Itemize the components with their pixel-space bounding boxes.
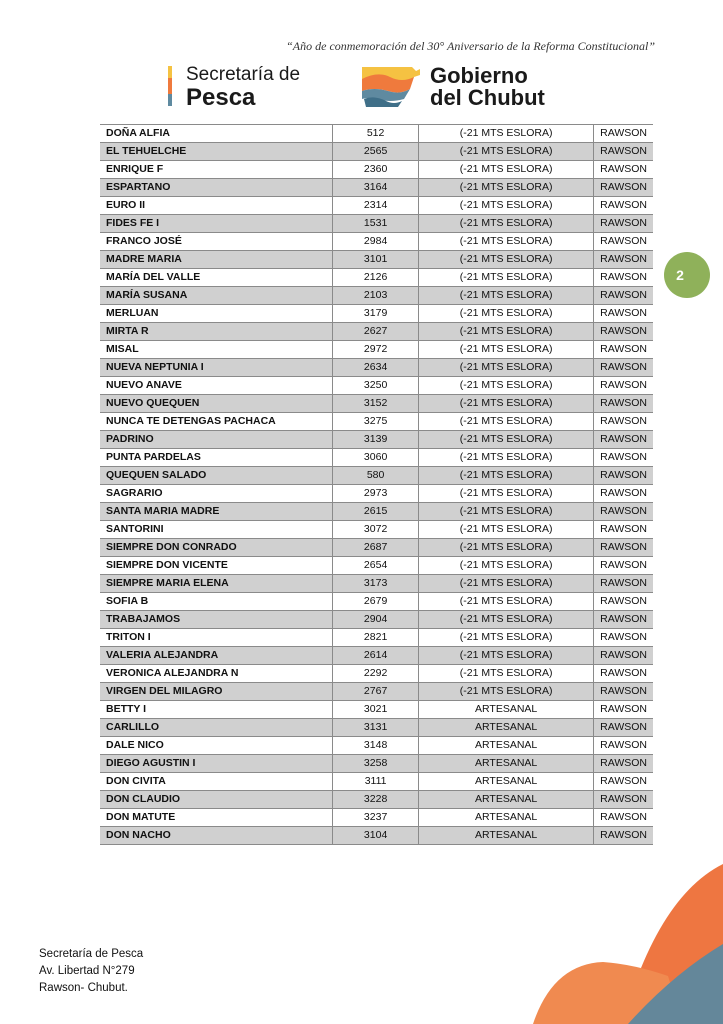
vessel-number: 2679 [333,593,419,611]
logo-gobierno-line1: Gobierno [430,63,528,88]
table-row [100,485,653,503]
vessel-number: 3139 [333,431,419,449]
vessel-type: (-21 MTS ESLORA) [419,575,594,593]
vessel-port: RAWSON [594,557,653,575]
vessel-type: ARTESANAL [419,719,594,737]
vessel-name: MADRE MARIA [100,251,333,269]
table-row [100,557,653,575]
logo-color-bar [168,66,172,106]
table-row [100,125,653,143]
vessel-port: RAWSON [594,161,653,179]
vessel-number: 3179 [333,305,419,323]
vessel-port: RAWSON [594,323,653,341]
vessel-name: MIRTA R [100,323,333,341]
table-row [100,449,653,467]
vessel-name: BETTY I [100,701,333,719]
table-row [100,431,653,449]
vessel-port: RAWSON [594,467,653,485]
table-row [100,629,653,647]
vessel-type: (-21 MTS ESLORA) [419,647,594,665]
vessel-number: 3060 [333,449,419,467]
vessel-number: 580 [333,467,419,485]
vessel-type: (-21 MTS ESLORA) [419,503,594,521]
vessel-number: 2360 [333,161,419,179]
table-row [100,647,653,665]
vessel-type: (-21 MTS ESLORA) [419,215,594,233]
vessel-number: 3131 [333,719,419,737]
vessel-type: ARTESANAL [419,827,594,845]
vessel-number: 2984 [333,233,419,251]
vessel-number: 2904 [333,611,419,629]
vessel-type: (-21 MTS ESLORA) [419,233,594,251]
table-row [100,737,653,755]
vessel-type: ARTESANAL [419,773,594,791]
vessel-type: (-21 MTS ESLORA) [419,323,594,341]
table-row [100,665,653,683]
vessel-port: RAWSON [594,125,653,143]
vessel-number: 2634 [333,359,419,377]
vessel-type: ARTESANAL [419,701,594,719]
table-row [100,143,653,161]
vessel-number: 512 [333,125,419,143]
table-row [100,827,653,845]
table-row [100,161,653,179]
table-row [100,593,653,611]
vessel-name: VIRGEN DEL MILAGRO [100,683,333,701]
table-row [100,323,653,341]
vessel-port: RAWSON [594,791,653,809]
vessel-type: ARTESANAL [419,791,594,809]
table-row [100,773,653,791]
table-row [100,233,653,251]
vessel-number: 3173 [333,575,419,593]
vessel-number: 2687 [333,539,419,557]
vessel-port: RAWSON [594,827,653,845]
vessel-type: (-21 MTS ESLORA) [419,485,594,503]
vessel-number: 3258 [333,755,419,773]
vessel-port: RAWSON [594,269,653,287]
table-row [100,683,653,701]
vessel-name: NUNCA TE DETENGAS PACHACA [100,413,333,431]
table-row [100,197,653,215]
table-row [100,179,653,197]
vessel-number: 2615 [333,503,419,521]
vessel-name: VALERIA ALEJANDRA [100,647,333,665]
vessel-name: DON MATUTE [100,809,333,827]
table-row [100,791,653,809]
vessel-name: SIEMPRE DON CONRADO [100,539,333,557]
vessel-name: TRABAJAMOS [100,611,333,629]
vessel-number: 2821 [333,629,419,647]
vessel-number: 1531 [333,215,419,233]
vessel-port: RAWSON [594,305,653,323]
vessel-name: VERONICA ALEJANDRA N [100,665,333,683]
vessel-type: (-21 MTS ESLORA) [419,611,594,629]
vessel-type: (-21 MTS ESLORA) [419,431,594,449]
vessel-type: (-21 MTS ESLORA) [419,143,594,161]
vessel-type: ARTESANAL [419,737,594,755]
vessel-number: 2126 [333,269,419,287]
vessel-port: RAWSON [594,521,653,539]
vessel-port: RAWSON [594,197,653,215]
vessel-type: (-21 MTS ESLORA) [419,557,594,575]
vessel-number: 3111 [333,773,419,791]
vessel-name: DON CLAUDIO [100,791,333,809]
vessel-name: NUEVO QUEQUEN [100,395,333,413]
vessel-type: (-21 MTS ESLORA) [419,251,594,269]
vessel-name: DIEGO AGUSTIN I [100,755,333,773]
vessel-type: (-21 MTS ESLORA) [419,629,594,647]
vessel-port: RAWSON [594,179,653,197]
vessel-name: SIEMPRE DON VICENTE [100,557,333,575]
vessel-name: FIDES FE I [100,215,333,233]
vessel-number: 3101 [333,251,419,269]
vessel-port: RAWSON [594,215,653,233]
table-row [100,269,653,287]
vessel-port: RAWSON [594,287,653,305]
vessel-number: 3228 [333,791,419,809]
vessel-port: RAWSON [594,701,653,719]
vessel-port: RAWSON [594,755,653,773]
vessel-type: (-21 MTS ESLORA) [419,539,594,557]
decorative-waves [533,854,723,1024]
table-row [100,395,653,413]
vessel-type: (-21 MTS ESLORA) [419,665,594,683]
vessel-type: (-21 MTS ESLORA) [419,197,594,215]
vessel-number: 2614 [333,647,419,665]
vessel-type: (-21 MTS ESLORA) [419,125,594,143]
table-row [100,575,653,593]
vessel-name: EL TEHUELCHE [100,143,333,161]
vessel-name: SAGRARIO [100,485,333,503]
vessel-type: (-21 MTS ESLORA) [419,683,594,701]
vessel-port: RAWSON [594,737,653,755]
logo-secretaria-line2: Pesca [186,84,256,111]
vessel-number: 3237 [333,809,419,827]
vessel-type: (-21 MTS ESLORA) [419,287,594,305]
table-row [100,611,653,629]
vessel-name: PADRINO [100,431,333,449]
footer-line-1: Secretaría de Pesca [39,948,144,960]
footer-line-2: Av. Libertad N°279 [39,965,135,977]
vessel-port: RAWSON [594,413,653,431]
vessel-type: (-21 MTS ESLORA) [419,359,594,377]
vessel-number: 3072 [333,521,419,539]
vessel-name: EURO II [100,197,333,215]
vessel-type: (-21 MTS ESLORA) [419,449,594,467]
vessel-number: 2565 [333,143,419,161]
vessel-name: MARÍA SUSANA [100,287,333,305]
vessel-type: ARTESANAL [419,755,594,773]
vessel-port: RAWSON [594,431,653,449]
vessel-name: QUEQUEN SALADO [100,467,333,485]
vessel-type: (-21 MTS ESLORA) [419,269,594,287]
vessel-name: FRANCO JOSÉ [100,233,333,251]
vessel-name: DON NACHO [100,827,333,845]
table-row [100,755,653,773]
vessel-number: 2627 [333,323,419,341]
table-row [100,809,653,827]
vessel-port: RAWSON [594,611,653,629]
vessel-table [100,124,653,845]
table-row [100,467,653,485]
vessel-port: RAWSON [594,719,653,737]
vessel-port: RAWSON [594,395,653,413]
vessel-port: RAWSON [594,359,653,377]
footer-address [39,946,143,997]
vessel-number: 2314 [333,197,419,215]
vessel-port: RAWSON [594,233,653,251]
vessel-number: 2654 [333,557,419,575]
vessel-type: (-21 MTS ESLORA) [419,413,594,431]
vessel-name: NUEVA NEPTUNIA I [100,359,333,377]
vessel-name: CARLILLO [100,719,333,737]
table-row [100,413,653,431]
vessel-name: MISAL [100,341,333,359]
vessel-name: PUNTA PARDELAS [100,449,333,467]
table-row [100,377,653,395]
vessel-port: RAWSON [594,773,653,791]
vessel-number: 2292 [333,665,419,683]
vessel-port: RAWSON [594,809,653,827]
vessel-number: 3164 [333,179,419,197]
vessel-port: RAWSON [594,251,653,269]
vessel-name: MERLUAN [100,305,333,323]
table-row [100,719,653,737]
vessel-number: 2973 [333,485,419,503]
footer-line-3: Rawson- Chubut. [39,982,128,994]
vessel-type: (-21 MTS ESLORA) [419,341,594,359]
vessel-name: ENRIQUE F [100,161,333,179]
vessel-port: RAWSON [594,143,653,161]
vessel-name: SOFIA B [100,593,333,611]
vessel-name: DALE NICO [100,737,333,755]
vessel-port: RAWSON [594,575,653,593]
table-row [100,251,653,269]
vessel-number: 3148 [333,737,419,755]
vessel-type: ARTESANAL [419,809,594,827]
vessel-number: 3021 [333,701,419,719]
table-row [100,305,653,323]
vessel-name: DOÑA ALFIA [100,125,333,143]
table-row [100,539,653,557]
vessel-type: (-21 MTS ESLORA) [419,395,594,413]
vessel-port: RAWSON [594,593,653,611]
vessel-port: RAWSON [594,665,653,683]
chubut-map-icon [360,65,422,109]
table-row [100,701,653,719]
logo-secretaria-line1: Secretaría de [186,64,301,85]
vessel-type: (-21 MTS ESLORA) [419,305,594,323]
table-row [100,359,653,377]
vessel-name: NUEVO ANAVE [100,377,333,395]
vessel-type: (-21 MTS ESLORA) [419,593,594,611]
vessel-name: SANTORINI [100,521,333,539]
vessel-type: (-21 MTS ESLORA) [419,521,594,539]
vessel-number: 3104 [333,827,419,845]
vessel-port: RAWSON [594,647,653,665]
vessel-type: (-21 MTS ESLORA) [419,467,594,485]
vessel-name: MARÍA DEL VALLE [100,269,333,287]
table-row [100,341,653,359]
vessel-number: 3275 [333,413,419,431]
vessel-name: SANTA MARIA MADRE [100,503,333,521]
vessel-number: 3152 [333,395,419,413]
vessel-port: RAWSON [594,377,653,395]
table-row [100,215,653,233]
table-row [100,287,653,305]
vessel-name: ESPARTANO [100,179,333,197]
vessel-number: 2972 [333,341,419,359]
page-number-badge: 2 [664,252,710,298]
vessel-port: RAWSON [594,683,653,701]
vessel-name: TRITON I [100,629,333,647]
vessel-type: (-21 MTS ESLORA) [419,377,594,395]
vessel-number: 3250 [333,377,419,395]
vessel-port: RAWSON [594,449,653,467]
vessel-port: RAWSON [594,539,653,557]
vessel-name: DON CIVITA [100,773,333,791]
vessel-port: RAWSON [594,341,653,359]
header-motto: “Año de conmemoración del 30° Aniversario de la Reforma Constitucional” [286,39,655,53]
vessel-port: RAWSON [594,629,653,647]
vessel-port: RAWSON [594,485,653,503]
vessel-name: SIEMPRE MARIA ELENA [100,575,333,593]
table-row [100,521,653,539]
table-row [100,503,653,521]
vessel-number: 2767 [333,683,419,701]
vessel-port: RAWSON [594,503,653,521]
vessel-type: (-21 MTS ESLORA) [419,179,594,197]
vessel-number: 2103 [333,287,419,305]
vessel-type: (-21 MTS ESLORA) [419,161,594,179]
logo-gobierno-line2: del Chubut [430,85,545,110]
